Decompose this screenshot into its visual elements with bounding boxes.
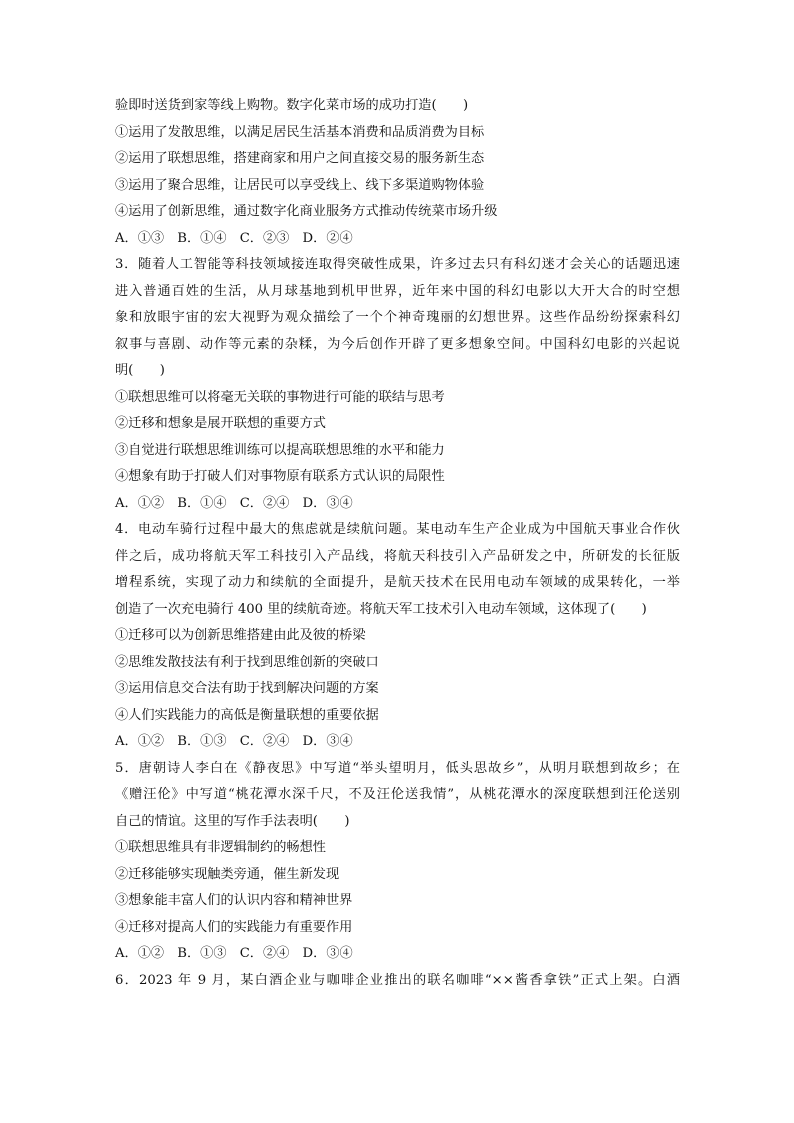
- q4-stem-line: 伴之后，成功将航天军工科技引入产品线，将航天科技引入产品研发之中，所研发的长征版: [115, 548, 680, 564]
- q3-option-3: ③自觉进行联想思维训练可以提高联想思维的水平和能力: [115, 442, 445, 458]
- q5-stem-line: 5．唐朝诗人李白在《静夜思》中写道“举头望明月，低头思故乡”，从明月联想到故乡；在: [115, 760, 680, 776]
- q2-option-4: ④运用了创新思维，通过数字化商业服务方式推动传统菜市场升级: [115, 204, 498, 219]
- q2-option-2: ②运用了联想思维，搭建商家和用户之间直接交易的服务新生态: [115, 151, 485, 166]
- q6-stem-line: 6．2023 年 9 月，某白酒企业与咖啡企业推出的联名咖啡“××酱香拿铁”正式上架。白酒: [115, 972, 680, 988]
- q4-option-4: ④人们实践能力的高低是衡量联想的重要依据: [115, 707, 379, 723]
- q5-stem-line: 《赠汪伦》中写道“桃花潭水深千尺，不及汪伦送我情”，从桃花潭水的深度联想到汪伦送别: [115, 787, 680, 802]
- q5-stem-line: 自己的情谊。这里的写作手法表明( ): [115, 813, 350, 829]
- q4-stem-line: 4．电动车骑行过程中最大的焦虑就是续航问题。某电动车生产企业成为中国航天事业合作伙: [115, 522, 680, 537]
- q3-stem-line: 进入普通百姓的生活，从月球基地到机甲世界，近年来中国的科幻电影以大开大合的时空想: [115, 283, 680, 299]
- q3-stem-line: 叙事与喜剧、动作等元素的杂糅，为今后创作开辟了更多想象空间。中国科幻电影的兴起说: [115, 336, 680, 352]
- q4-option-3: ③运用信息交合法有助于找到解决问题的方案: [115, 681, 379, 696]
- q5-option-2: ②迁移能够实现触类旁通，催生新发现: [115, 866, 340, 882]
- document-page: [115, 93, 680, 994]
- q2-option-3: ③运用了聚合思维，让居民可以享受线上、线下多渠道购物体验: [115, 177, 485, 193]
- q3-option-4: ④想象有助于打破人们对事物原有联系方式认识的局限性: [115, 469, 445, 484]
- q2-choices: A．①③ B．①④ C．②③ D．②④: [115, 230, 353, 246]
- q5-option-1: ①联想思维具有非逻辑制约的畅想性: [115, 840, 326, 855]
- q4-stem-line: 增程系统，实现了动力和续航的全面提升，是航天技术在民用电动车领域的成果转化，一举: [115, 575, 680, 590]
- q4-option-2: ②思维发散技法有利于找到思维创新的突破口: [115, 654, 379, 670]
- q3-option-1: ①联想思维可以将毫无关联的事物进行可能的联结与思考: [115, 389, 445, 405]
- q4-stem-line: 创造了一次充电骑行 400 里的续航奇迹。将航天军工技术引入电动车领域，这体现了( ): [115, 601, 647, 617]
- q4-option-1: ①迁移可以为创新思维搭建由此及彼的桥梁: [115, 628, 366, 643]
- q3-stem-line: 明( ): [115, 363, 165, 378]
- q5-choices: A．①② B．①③ C．②④ D．③④: [115, 946, 353, 961]
- q3-stem-line: 3．随着人工智能等科技领域接连取得突破性成果，许多过去只有科幻迷才会关心的话题迅速: [115, 257, 680, 272]
- q2-stem-end: 验即时送货到家等线上购物。数字化菜市场的成功打造( ): [115, 98, 469, 113]
- q2-option-1: ①运用了发散思维，以满足居民生活基本消费和品质消费为目标: [115, 124, 485, 140]
- q5-option-4: ④迁移对提高人们的实践能力有重要作用: [115, 919, 353, 935]
- q5-option-3: ③想象能丰富人们的认识内容和精神世界: [115, 893, 353, 908]
- q3-option-2: ②迁移和想象是展开联想的重要方式: [115, 416, 326, 431]
- q3-stem-line: 象和放眼宇宙的宏大视野为观众描绘了一个个神奇瑰丽的幻想世界。这些作品纷纷探索科幻: [115, 310, 680, 325]
- q3-choices: A．①② B．①④ C．②④ D．③④: [115, 495, 353, 511]
- q4-choices: A．①② B．①③ C．②④ D．③④: [115, 734, 353, 749]
